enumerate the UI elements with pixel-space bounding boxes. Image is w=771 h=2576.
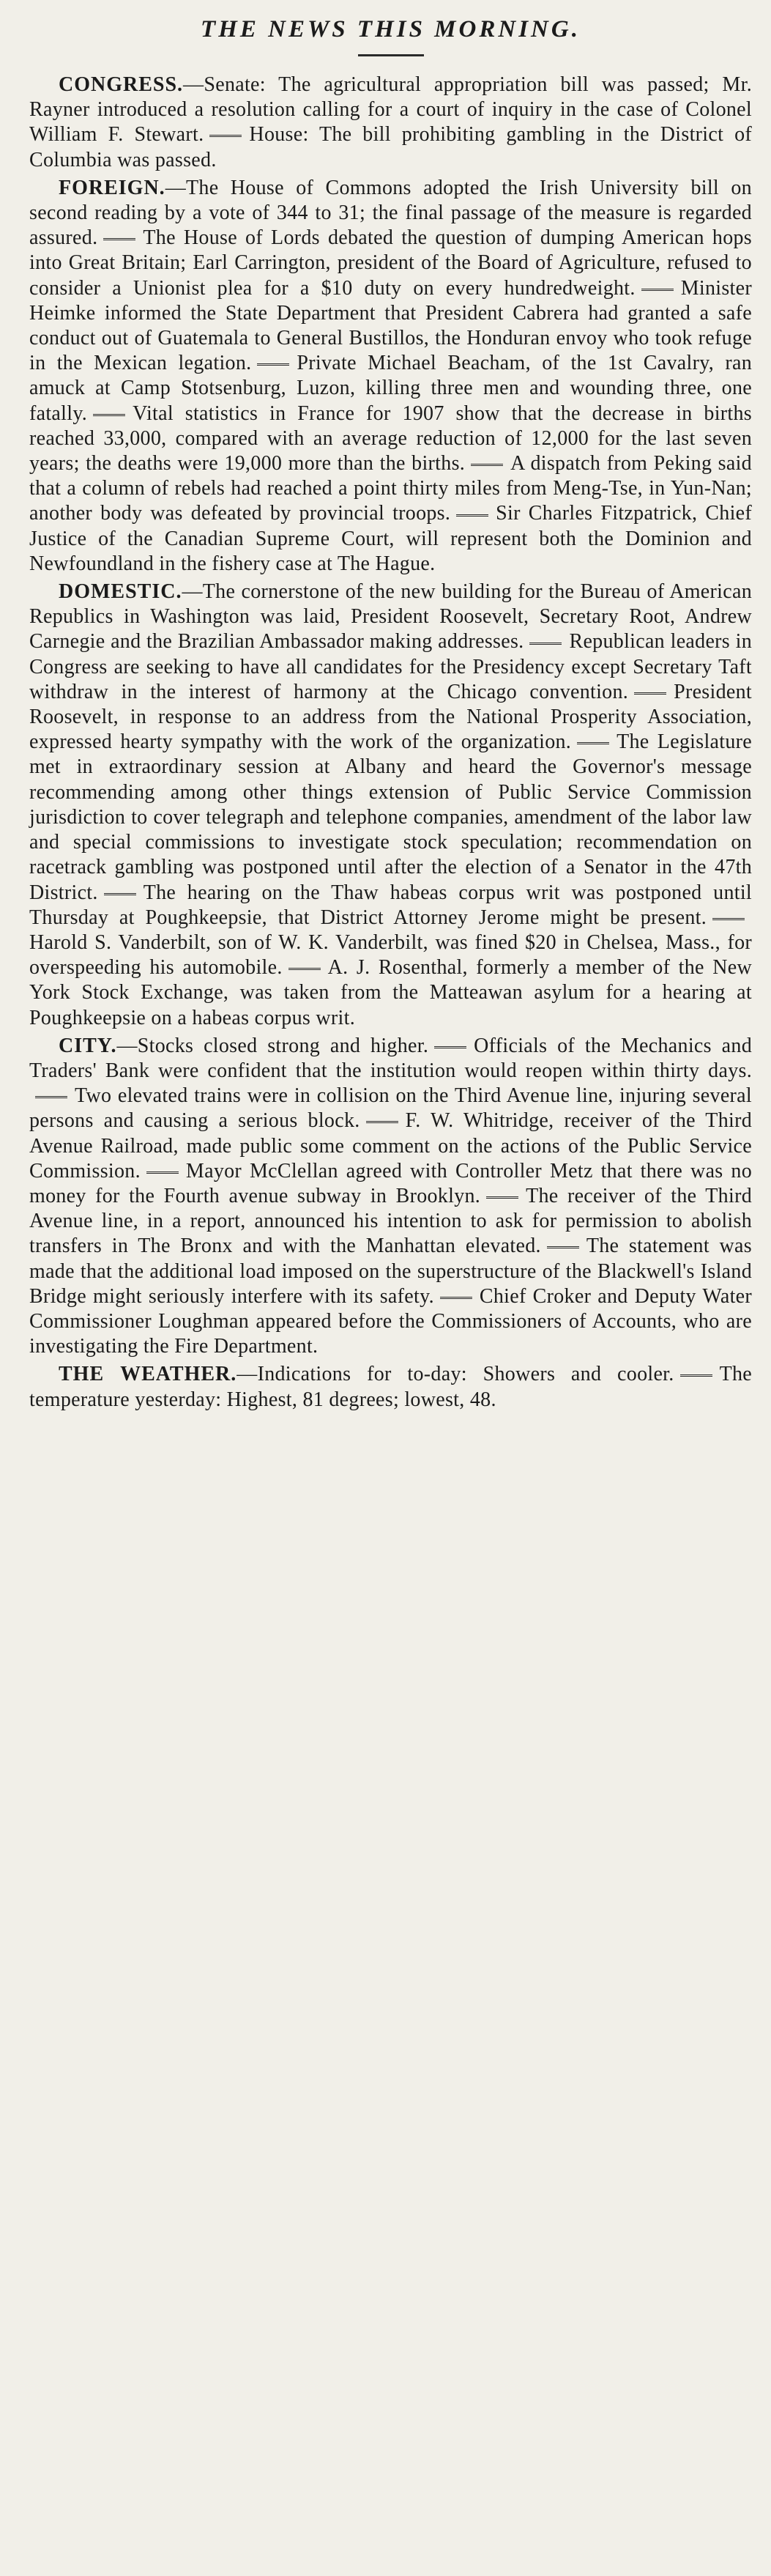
news-item: Vital statistics in France for 1907 show that the decrease in births reached 33,000, compared with an average reduction of 12,000 for the last seven years; the deaths were 19,000 more than the births.: [29, 401, 752, 475]
news-item: The receiver of the Third Avenue line, in a report, announced his intention to ask for permission to abolish transfers in The Bronx and with the Manhattan elevated.: [29, 1184, 752, 1258]
news-item: Chief Croker and Deputy Water Commissioner Loughman appeared before the Commissioners of Accounts, who are investigating the Fire Department.: [29, 1284, 753, 1358]
news-item: A. J. Rosenthal, formerly a member of the New York Stock Exchange, was taken from the Matteawan asylum for a hearing at Poughkeepsie on a habeas corpus writ.: [29, 956, 752, 1029]
news-item: —Senate: The agricultural appropriation bill was passed; Mr. Rayner introduced a resolution calling for a court of inquiry in the case of Colonel William F. Stewart.: [29, 73, 752, 147]
section-city: [29, 1034, 752, 1360]
section-heading: THE WEATHER.: [59, 1363, 237, 1386]
section-foreign: [29, 176, 752, 577]
section-congress: [29, 73, 752, 173]
section-heading: FOREIGN.: [59, 176, 165, 199]
news-item: —Stocks closed strong and higher.: [116, 1034, 429, 1057]
news-item: President Roosevelt, in response to an address from the National Prosperity Association, expressed hearty sympathy with the work of the organization.: [29, 680, 752, 754]
news-item: The hearing on the Thaw habeas corpus writ was postponed until Thursday at Poughkeepsie, that District Attorney Jerome might be present.: [29, 881, 752, 929]
news-item: A dispatch from Peking said that a column of rebels had reached a point thirty miles from Meng-Tse, in Yun-Nan; another body was defeated by provincial troops.: [29, 452, 752, 525]
news-item: Harold S. Vanderbilt, son of W. K. Vanderbilt, was fined $20 in Chelsea, Mass., for overspeeding his automobile.: [29, 906, 752, 979]
news-item: F. W. Whitridge, receiver of the Third Avenue Railroad, made public some comment on the actions of the Public Service Commission.: [29, 1109, 753, 1182]
news-item: The temperature yesterday: Highest, 81 degrees; lowest, 48.: [29, 1363, 752, 1411]
news-item: Private Michael Beacham, of the 1st Cavalry, ran amuck at Camp Stotsenburg, Luzon, killing three men and wounding three, one fatally.: [29, 352, 752, 425]
news-item: The Legislature met in extraordinary session at Albany and heard the Governor's message recommending among other things extension of Public Service Commission jurisdiction to cover telegraph and telephone companies, amendment of the labor law and special commissions to investigate stock speculation; recommendation on racetrack gambling was postponed until after the election of a Senator in the 47th District.: [29, 730, 752, 904]
news-item: Minister Heimke informed the State Department that President Cabrera had granted a safe conduct out of Guatemala to General Bustillos, the Honduran envoy who took refuge in the Mexican legation.: [29, 276, 752, 375]
news-item: The statement was made that the additional load imposed on the superstructure of the Blackwell's Island Bridge might seriously interfere with its safety.: [29, 1235, 752, 1308]
section-domestic: [29, 580, 752, 1031]
news-item: —The cornerstone of the new building for the Bureau of American Republics in Washington was laid, President Roosevelt, Secretary Root, Andrew Carnegie and the Brazilian Ambassador making addresses.: [29, 580, 752, 654]
news-item: Two elevated trains were in collision on the Third Avenue line, injuring several persons and causing a serious block.: [29, 1084, 752, 1133]
news-item: House: The bill prohibiting gambling in the District of Columbia was passed.: [29, 123, 752, 171]
section-heading: CITY.: [59, 1034, 117, 1057]
masthead-rule: [358, 54, 424, 56]
section-heading: DOMESTIC.: [59, 580, 182, 604]
section-weather: [29, 1362, 752, 1412]
news-column: [29, 73, 752, 1413]
section-heading: CONGRESS.: [59, 73, 184, 96]
news-item: Officials of the Mechanics and Traders' Bank were confident that the institution would reopen within thirty days.: [29, 1034, 752, 1082]
masthead: THE NEWS THIS MORNING.: [201, 16, 581, 42]
news-item: Republican leaders in Congress are seeking to have all candidates for the Presidency except Secretary Taft withdraw in the interest of harmony at the Chicago convention.: [29, 630, 752, 703]
news-item: —The House of Commons adopted the Irish University bill on second reading by a vote of 344 to 31; the final passage of the measure is regarded assured.: [29, 176, 752, 250]
news-item: —Indications for to-day: Showers and cooler.: [236, 1363, 674, 1386]
news-item: Sir Charles Fitzpatrick, Chief Justice of the Canadian Supreme Court, will represent both the Dominion and Newfoundland in the fishery case at The Hague.: [29, 502, 752, 575]
news-item: The House of Lords debated the question of dumping American hops into Great Britain; Earl Carrington, president of the Board of Agriculture, refused to consider a Unionist plea for a $10 duty on every hundredweight.: [29, 226, 752, 300]
news-item: Mayor McClellan agreed with Controller Metz that there was no money for the Fourth avenue subway in Brooklyn.: [29, 1159, 752, 1207]
